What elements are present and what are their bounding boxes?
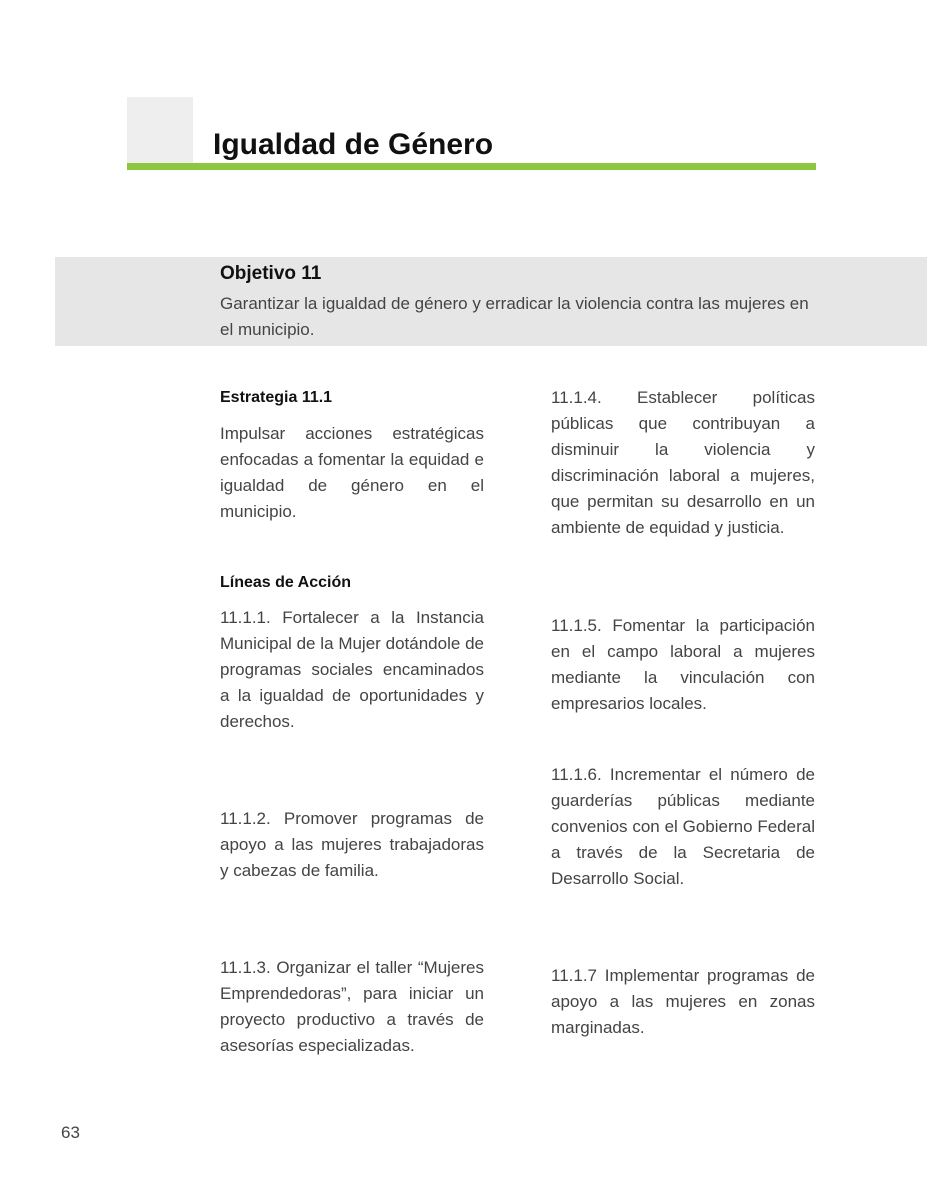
action-item-block (551, 613, 815, 717)
objective-text: Garantizar la igualdad de género y erradicar la violencia contra las mujeres en el municipio. (220, 294, 809, 339)
page-number: 63 (61, 1123, 80, 1142)
action-item-block (551, 963, 815, 1041)
title-underline (127, 163, 816, 170)
objective-heading: Objetivo 11 (220, 263, 322, 284)
strategy-heading-block (220, 386, 484, 410)
strategy-heading: Estrategia 11.1 (220, 389, 333, 406)
action-item: 11.1.1. Fortalecer a la Instancia Municipal de la Mujer dotándole de programas sociales encaminados a la igualdad de oportunidades y derechos. (220, 608, 484, 731)
actions-heading: Líneas de Acción (220, 574, 351, 591)
action-item: 11.1.5. Fomentar la participación en el campo laboral a mujeres mediante la vinculación con empresarios locales. (551, 616, 815, 713)
title-corner-box (127, 97, 193, 163)
action-item-block (551, 762, 815, 892)
action-item-block (220, 806, 484, 884)
action-item: 11.1.6. Incrementar el número de guarderías públicas mediante convenios con el Gobierno Federal a través de la Secretaria de Desarrollo Social. (551, 765, 815, 888)
action-item-block (551, 385, 815, 541)
action-item-block (220, 955, 484, 1059)
action-item-block (220, 605, 484, 735)
action-item: 11.1.4. Establecer políticas públicas que contribuyan a disminuir la violencia y discriminación laboral a mujeres, que permitan su desarrollo en un ambiente de equidad y justicia. (551, 388, 815, 537)
strategy-text-block (220, 421, 484, 525)
action-item: 11.1.7 Implementar programas de apoyo a las mujeres en zonas marginadas. (551, 966, 815, 1037)
action-item: 11.1.3. Organizar el taller “Mujeres Emprendedoras”, para iniciar un proyecto productivo a través de asesorías especializadas. (220, 958, 484, 1055)
section-title: Igualdad de Género (213, 128, 494, 161)
strategy-text: Impulsar acciones estratégicas enfocadas a fomentar la equidad e igualdad de género en el municipio. (220, 424, 484, 521)
actions-heading-block (220, 571, 484, 595)
action-item: 11.1.2. Promover programas de apoyo a las mujeres trabajadoras y cabezas de familia. (220, 809, 484, 880)
